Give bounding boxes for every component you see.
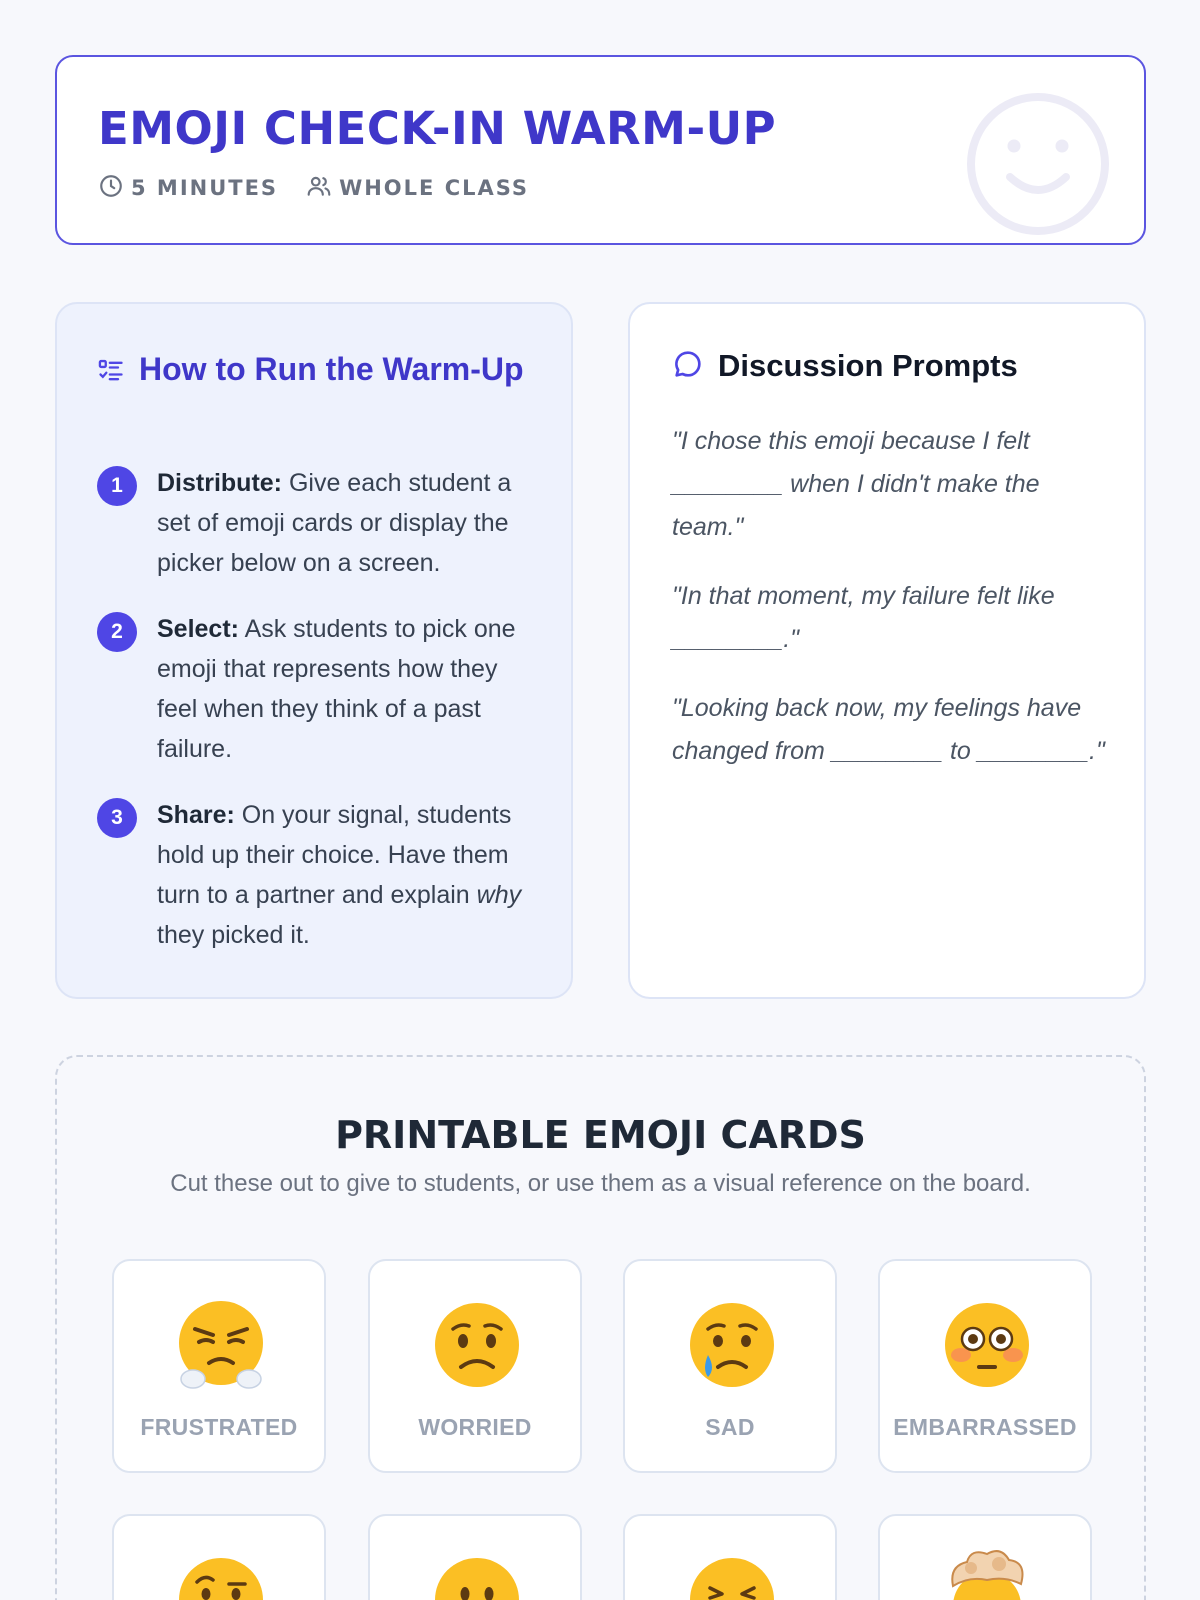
emoji-card[interactable] [112, 1514, 326, 1600]
step-text [157, 795, 537, 955]
prompt-item: "In that moment, my failure felt like ________." [672, 582, 1055, 653]
prompt-item: "I chose this emoji because I felt ________ when I didn't make the team." [672, 427, 1040, 541]
card-label: FRUSTRATED [140, 1414, 298, 1440]
page-title: EMOJI CHECK-IN WARM-UP [98, 102, 777, 155]
prompts-panel [628, 302, 1146, 999]
emoji-card[interactable] [368, 1514, 582, 1600]
prompts-title: Discussion Prompts [718, 348, 1018, 383]
prompt-list [672, 420, 1112, 799]
step-text [157, 463, 537, 583]
group-text: WHOLE CLASS [339, 176, 530, 200]
cards-subtitle: Cut these out to give to students, or use them as a visual reference on the board. [170, 1170, 1031, 1197]
emoji-card-worried[interactable] [368, 1259, 582, 1473]
howto-panel [55, 302, 573, 999]
step-label: Select: [157, 615, 239, 643]
prompts-header [672, 348, 1018, 384]
step-item [97, 463, 537, 583]
howto-title: How to Run the Warm-Up [139, 351, 524, 387]
prompt-item: "Looking back now, my feelings have changed from ________ to ________." [672, 694, 1105, 765]
users-icon [306, 173, 339, 203]
header-card [55, 55, 1146, 245]
card-label: SAD [705, 1414, 755, 1440]
emoji-cards-section [55, 1055, 1146, 1600]
step-body: Ask students to pick one emoji that represents how they feel when they think of a past failure. [157, 615, 516, 763]
card-label: WORRIED [418, 1414, 532, 1440]
step-body-end: they picked it. [157, 921, 310, 949]
step-list [97, 463, 537, 981]
emoji-card-sad[interactable] [623, 1259, 837, 1473]
duration-text: 5 MINUTES [131, 176, 279, 200]
howto-header [97, 346, 537, 393]
step-body: Give each student a set of emoji cards or display the picker below on a screen. [157, 469, 512, 577]
clock-icon [98, 173, 131, 203]
step-emphasis: why [476, 881, 522, 909]
step-number: 1 [97, 466, 137, 506]
chat-bubble-icon [672, 348, 704, 384]
step-label: Distribute: [157, 469, 282, 497]
step-item [97, 609, 537, 769]
group-meta [306, 173, 529, 203]
emoji-card[interactable] [623, 1514, 837, 1600]
step-text [157, 609, 537, 769]
emoji-card-frustrated[interactable] [112, 1259, 326, 1473]
step-label: Share: [157, 801, 235, 829]
step-number: 3 [97, 798, 137, 838]
card-label: EMBARRASSED [893, 1414, 1077, 1440]
step-body: On your signal, students hold up their choice. Have them turn to a partner and explain [157, 801, 512, 909]
emoji-card[interactable] [878, 1514, 1092, 1600]
step-number: 2 [97, 612, 137, 652]
step-item [97, 795, 537, 955]
duration-meta [98, 173, 278, 203]
activity-meta [98, 173, 557, 203]
checklist-icon [97, 357, 125, 389]
cards-title: PRINTABLE EMOJI CARDS [335, 1113, 866, 1157]
emoji-card-embarrassed[interactable] [878, 1259, 1092, 1473]
